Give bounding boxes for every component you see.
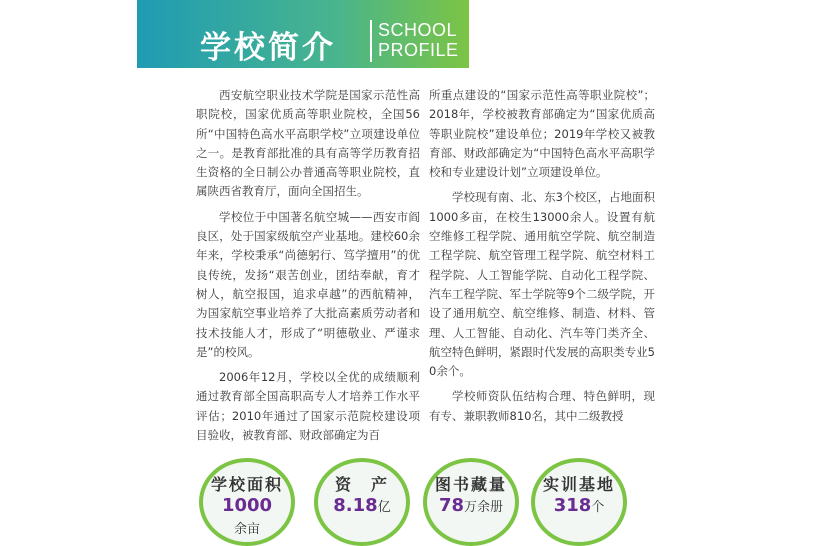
title-en-line2: PROFILE: [378, 40, 459, 60]
right-text-column: [429, 86, 655, 432]
paragraph: 2006年12月，学校以全优的成绩顺利通过教育部全国高职高专人才培养工作水平评估；2010年通过了国家示范院校建设项目验收，被教育部、财政部确定为百: [196, 370, 420, 443]
stat-label: 学校面积: [210, 475, 283, 494]
stat-value: 1000: [221, 495, 273, 516]
stat-unit: 个: [591, 500, 605, 515]
paragraph: 学校位于中国著名航空城——西安市阎良区，处于国家级航空产业基地。建校60余年来，学校秉承“尚德躬行、笃学擅用”的优良传统，发扬“艰苦创业，团结奉献，育才树人，航空报国，追求卓越”的西航精神，为国家航空事业培养了大批高素质劳动者和技术技能人才，形成了“明德敬业、严谨求是”的校风。: [196, 209, 420, 359]
page-title: 学校简介: [200, 30, 336, 66]
stat-value: 318: [553, 495, 592, 516]
paragraph: 西安航空职业技术学院是国家示范性高职院校，国家优质高等职业院校，全国56所“中国特色高水平高职学校”立项建设单位之一。是教育部批准的具有高等学历教育招生资格的全日制公办普通高等职业院校，直属陕西省教育厅，面向全国招生。: [196, 88, 420, 199]
stat-assets: [314, 458, 410, 546]
paragraph: 所重点建设的“国家示范性高等职业院校”；2018年，学校被教育部确定为“国家优质高等职业院校”建设单位；2019年学校又被教育部、财政部确定为“中国特色高水平高职学校和专业建设计划”立项建设单位。: [429, 88, 655, 180]
stat-unit: 万余册: [464, 500, 504, 515]
stat-library-books: [423, 458, 519, 546]
left-text-column: [196, 86, 420, 451]
paragraph: 学校现有南、北、东3个校区，占地面积1000多亩，在校生13000余人。设置有航空维修工程学院、通用航空学院、航空制造工程学院、航空管理工程学院、航空材料工程学院、人工智能学院、自动化工程学院、汽车工程学院、军士学院等9个二级学院，开设了通用航空、航空维修、制造、材料、管理、人工智能、自动化、汽车等门类齐全、航空特色鲜明，紧跟时代发展的高职类专业50余个。: [429, 190, 655, 379]
stat-value: 8.18: [333, 495, 378, 516]
stat-label: 资 产: [334, 475, 389, 494]
stat-unit: 亿: [377, 500, 391, 515]
stat-unit: 余亩: [233, 522, 260, 537]
page-title-english: [378, 20, 468, 60]
stat-value: 78: [438, 495, 465, 516]
title-divider: [370, 20, 372, 62]
stat-campus-area: [199, 458, 295, 546]
stat-label: 图书藏量: [434, 475, 507, 494]
stat-training-bases: [531, 458, 627, 546]
title-en-line1: SCHOOL: [378, 20, 458, 40]
stat-label: 实训基地: [542, 475, 615, 494]
paragraph: 学校师资队伍结构合理、特色鲜明，现有专、兼职教师810名，其中二级教授: [429, 389, 655, 423]
